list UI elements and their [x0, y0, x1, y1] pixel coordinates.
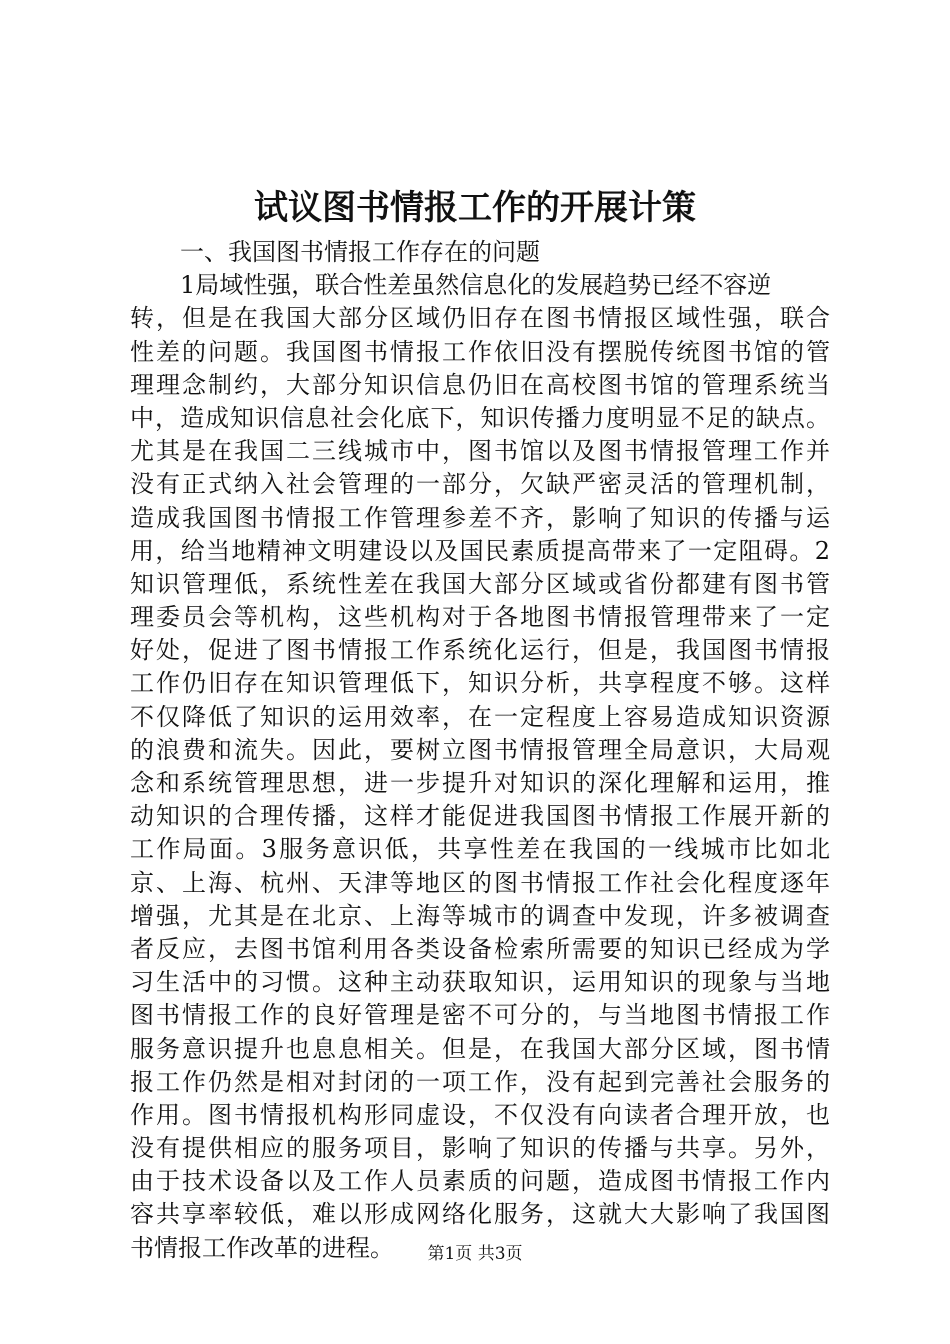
page-number-footer: 第1页 共3页 — [427, 1244, 523, 1264]
paragraph-line: 报工作仍然是相对封闭的一项工作，没有起到完善社会服务的 — [130, 1067, 830, 1096]
paragraph-line: 工作仍旧存在知识管理低下，知识分析，共享程度不够。这样 — [130, 669, 830, 698]
paragraph-line: 转，但是在我国大部分区域仍旧存在图书情报区域性强，联合 — [130, 304, 830, 333]
paragraph-line: 性差的问题。我国图书情报工作依旧没有摆脱传统图书馆的管 — [130, 337, 830, 366]
paragraph-line: 中，造成知识信息社会化底下，知识传播力度明显不足的缺点。 — [130, 403, 830, 432]
paragraph-line: 图书情报工作的良好管理是密不可分的，与当地图书情报工作 — [130, 1001, 830, 1030]
paragraph-line: 不仅降低了知识的运用效率，在一定程度上容易造成知识资源 — [130, 702, 830, 731]
document-body — [130, 236, 830, 1265]
paragraph-line: 的浪费和流失。因此，要树立图书情报管理全局意识，大局观 — [130, 735, 830, 764]
paragraph-line: 容共享率较低，难以形成网络化服务，这就大大影响了我国图 — [130, 1200, 830, 1229]
paragraph-line: 理委员会等机构，这些机构对于各地图书情报管理带来了一定 — [130, 603, 830, 632]
paragraph-line: 好处，促进了图书情报工作系统化运行，但是，我国图书情报 — [130, 636, 830, 665]
paragraph-line: 知识管理低，系统性差在我国大部分区域或省份都建有图书管 — [130, 569, 830, 598]
paragraph-line: 理理念制约，大部分知识信息仍旧在高校图书馆的管理系统当 — [130, 370, 830, 399]
paragraph-line: 没有提供相应的服务项目，影响了知识的传播与共享。另外， — [130, 1134, 830, 1163]
paragraph-line: 动知识的合理传播，这样才能促进我国图书情报工作展开新的 — [130, 802, 830, 831]
paragraph-line: 书情报工作改革的进程。 — [130, 1233, 394, 1262]
section-heading: 一、我国图书情报工作存在的问题 — [180, 238, 540, 266]
paragraph-line: 习生活中的习惯。这种主动获取知识，运用知识的现象与当地 — [130, 968, 830, 997]
paragraph-line: 作用。图书情报机构形同虚设，不仅没有向读者合理开放，也 — [130, 1100, 830, 1129]
paragraph-line: 增强，尤其是在北京、上海等城市的调查中发现，许多被调查 — [130, 901, 830, 930]
document-title: 试议图书情报工作的开展计策 — [254, 188, 696, 228]
paragraph-line: 念和系统管理思想，进一步提升对知识的深化理解和运用，推 — [130, 769, 830, 797]
paragraph-line: 由于技术设备以及工作人员素质的问题，造成图书情报工作内 — [130, 1167, 830, 1196]
paragraph-line: 用，给当地精神文明建设以及国民素质提高带来了一定阻碍。2 — [130, 536, 830, 565]
paragraph-line: 者反应，去图书馆利用各类设备检索所需要的知识已经成为学 — [130, 934, 830, 963]
paragraph-line: 京、上海、杭州、天津等地区的图书情报工作社会化程度逐年 — [130, 868, 830, 897]
paragraph-line: 工作局面。3服务意识低，共享性差在我国的一线城市比如北 — [130, 835, 830, 864]
paragraph-line: 1局域性强，联合性差虽然信息化的发展趋势已经不容逆 — [180, 271, 772, 300]
paragraph-line: 造成我国图书情报工作管理参差不齐，影响了知识的传播与运 — [130, 503, 830, 532]
paragraph-line: 尤其是在我国二三线城市中，图书馆以及图书情报管理工作并 — [130, 437, 830, 466]
paragraph-line: 没有正式纳入社会管理的一部分，欠缺严密灵活的管理机制， — [130, 470, 830, 499]
paragraph-line: 服务意识提升也息息相关。但是，在我国大部分区域，图书情 — [130, 1034, 830, 1063]
